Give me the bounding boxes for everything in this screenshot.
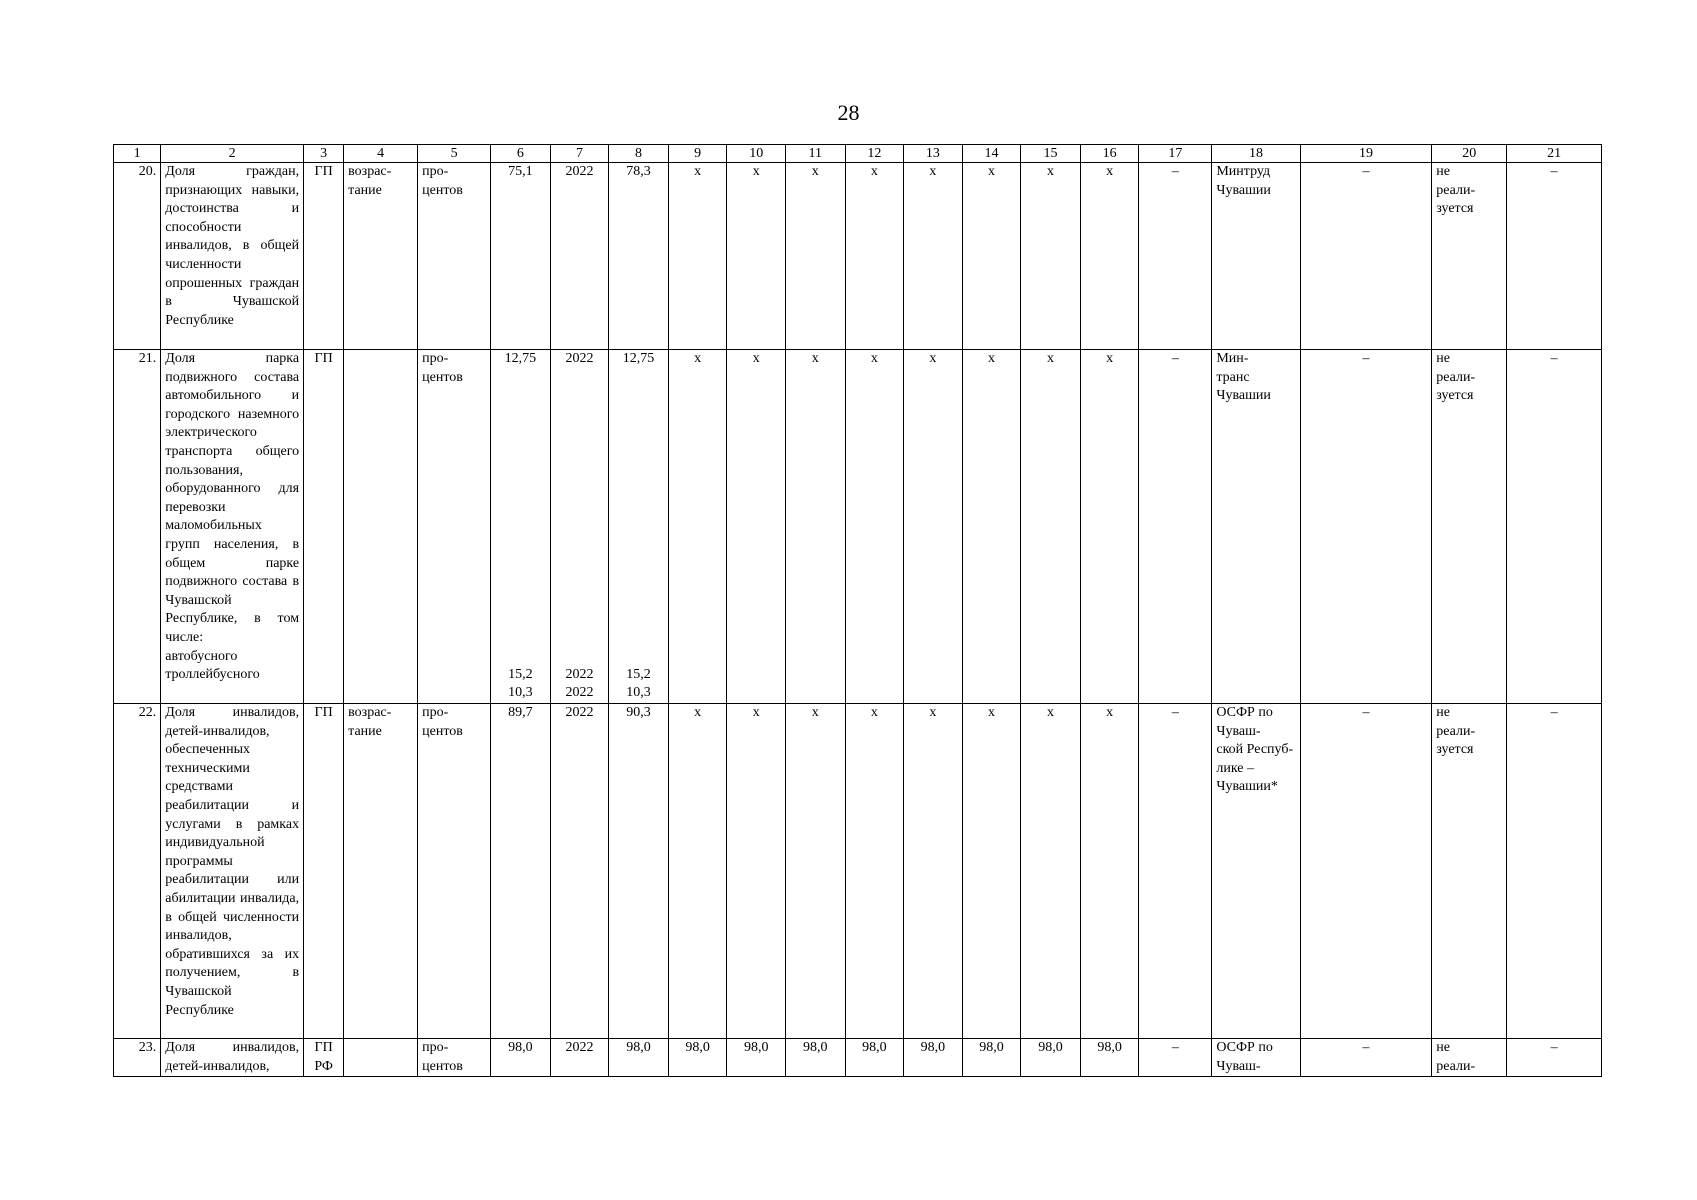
base-year: 2022	[550, 1039, 609, 1077]
sub-base-year: 2022	[565, 685, 594, 701]
row-number: 21.	[114, 350, 161, 704]
header-cell: 2	[161, 145, 304, 163]
implementation-status: не реали-	[1432, 1039, 1507, 1077]
row-number: 22.	[114, 704, 161, 1039]
value: 78,3	[609, 163, 669, 350]
base-year-cell	[550, 350, 609, 704]
base-value: 75,1	[491, 163, 551, 350]
header-cell: 15	[1021, 145, 1081, 163]
base-value: 98,0	[491, 1039, 551, 1077]
table-row	[114, 1039, 1602, 1077]
header-cell: 6	[491, 145, 551, 163]
value: 98,0	[845, 1039, 904, 1077]
value: 98,0	[727, 1039, 786, 1077]
header-cell: 9	[668, 145, 727, 163]
value: х	[1080, 350, 1139, 704]
header-cell: 21	[1507, 145, 1602, 163]
indicator-name-cell	[161, 350, 304, 704]
dash-cell: –	[1507, 350, 1602, 704]
sub-value: 10,3	[626, 685, 651, 701]
header-cell: 11	[785, 145, 845, 163]
value: х	[904, 704, 963, 1039]
header-cell: 14	[962, 145, 1021, 163]
indicator-name: Доля парка подвижного состава автомобильного и городского наземного электрического транспорта общего пользования, оборудованного для перевозки маломобильных групп населения, в общем парке подвижного состава в Чувашской Республике, в том числе:	[165, 351, 300, 645]
program-type: ГП РФ	[304, 1039, 344, 1077]
value: 98,0	[785, 1039, 845, 1077]
value: х	[668, 704, 727, 1039]
header-cell: 13	[904, 145, 963, 163]
header-cell: 12	[845, 145, 904, 163]
value: х	[962, 350, 1021, 704]
table-row	[114, 704, 1602, 1039]
implementation-status: не реали- зуется	[1432, 163, 1507, 350]
value: х	[785, 163, 845, 350]
unit: про- центов	[418, 350, 491, 704]
header-cell: 5	[418, 145, 491, 163]
header-cell: 16	[1080, 145, 1139, 163]
value: 98,0	[962, 1039, 1021, 1077]
base-year: 2022	[550, 163, 609, 350]
header-cell: 19	[1300, 145, 1432, 163]
base-year: 2022	[565, 351, 594, 366]
dash-cell: –	[1300, 704, 1432, 1039]
program-type: ГП	[304, 163, 344, 350]
value: 98,0	[1021, 1039, 1081, 1077]
header-cell: 4	[344, 145, 418, 163]
value: х	[1080, 163, 1139, 350]
value: х	[1021, 163, 1081, 350]
header-cell: 10	[727, 145, 786, 163]
dash-cell: –	[1139, 704, 1212, 1039]
sub-base-year: 2022	[565, 666, 594, 682]
value: х	[904, 163, 963, 350]
value: х	[845, 350, 904, 704]
value: х	[1080, 704, 1139, 1039]
value: х	[1021, 704, 1081, 1039]
value: х	[845, 704, 904, 1039]
program-type: ГП	[304, 704, 344, 1039]
dash-cell: –	[1300, 1039, 1432, 1077]
sub-base-value: 15,2	[508, 666, 533, 682]
value: х	[785, 350, 845, 704]
header-cell: 20	[1432, 145, 1507, 163]
implementation-status: не реали- зуется	[1432, 350, 1507, 704]
dash-cell: –	[1507, 163, 1602, 350]
dash-cell: –	[1300, 350, 1432, 704]
dash-cell: –	[1507, 704, 1602, 1039]
dash-cell: –	[1139, 163, 1212, 350]
value: х	[785, 704, 845, 1039]
base-year: 2022	[550, 704, 609, 1039]
base-value: 12,75	[504, 351, 537, 366]
value: х	[962, 163, 1021, 350]
value: 98,0	[1080, 1039, 1139, 1077]
implementation-status: не реали- зуется	[1432, 704, 1507, 1039]
dash-cell: –	[1507, 1039, 1602, 1077]
header-cell: 1	[114, 145, 161, 163]
value: х	[727, 704, 786, 1039]
value: х	[727, 350, 786, 704]
value-cell	[609, 350, 669, 704]
dash-cell: –	[1139, 1039, 1212, 1077]
indicator-name: Доля граждан, признающих навыки, достоинства и способности инвалидов, в общей численности опрошенных граждан в Чувашской Республике	[161, 163, 304, 350]
value: 98,0	[904, 1039, 963, 1077]
trend	[344, 350, 418, 704]
unit: про- центов	[418, 704, 491, 1039]
header-cell: 7	[550, 145, 609, 163]
responsible: Мин- транс Чувашии	[1212, 350, 1300, 704]
page-number: 28	[837, 100, 860, 125]
value: х	[1021, 350, 1081, 704]
header-cell: 3	[304, 145, 344, 163]
table-row	[114, 350, 1602, 704]
value: х	[904, 350, 963, 704]
sub-value: 15,2	[626, 666, 651, 682]
value: 90,3	[609, 704, 669, 1039]
header-row	[114, 145, 1602, 163]
base-value: 89,7	[491, 704, 551, 1039]
unit: про- центов	[418, 163, 491, 350]
base-value-cell	[491, 350, 551, 704]
value: х	[845, 163, 904, 350]
trend	[344, 1039, 418, 1077]
sub-indicator-label: автобусного	[165, 648, 238, 664]
program-type: ГП	[304, 350, 344, 704]
value: х	[668, 350, 727, 704]
value: х	[727, 163, 786, 350]
responsible: ОСФР по Чуваш-	[1212, 1039, 1300, 1077]
responsible: Минтруд Чувашии	[1212, 163, 1300, 350]
trend: возрас- тание	[344, 704, 418, 1039]
indicators-table	[113, 144, 1602, 1077]
row-number: 23.	[114, 1039, 161, 1077]
sub-base-value: 10,3	[508, 685, 533, 701]
value: 12,75	[622, 351, 655, 366]
row-number: 20.	[114, 163, 161, 350]
responsible: ОСФР по Чуваш- ской Респуб- лике – Чувашии*	[1212, 704, 1300, 1039]
value: 98,0	[609, 1039, 669, 1077]
table-row	[114, 163, 1602, 350]
indicator-name: Доля инвалидов, детей-инвалидов,	[161, 1039, 304, 1077]
trend: возрас- тание	[344, 163, 418, 350]
header-cell: 8	[609, 145, 669, 163]
header-cell: 18	[1212, 145, 1300, 163]
indicator-name: Доля инвалидов, детей-инвалидов, обеспеченных техническими средствами реабилитации и услугами в рамках индивидуальной программы реабилитации или абилитации инвалида, в общей численности инвалидов, обратившихся за их получением, в Чувашской Республике	[161, 704, 304, 1039]
unit: про- центов	[418, 1039, 491, 1077]
sub-indicator-label: троллейбусного	[165, 667, 260, 683]
dash-cell: –	[1139, 350, 1212, 704]
header-cell: 17	[1139, 145, 1212, 163]
value: х	[962, 704, 1021, 1039]
value: 98,0	[668, 1039, 727, 1077]
dash-cell: –	[1300, 163, 1432, 350]
value: х	[668, 163, 727, 350]
